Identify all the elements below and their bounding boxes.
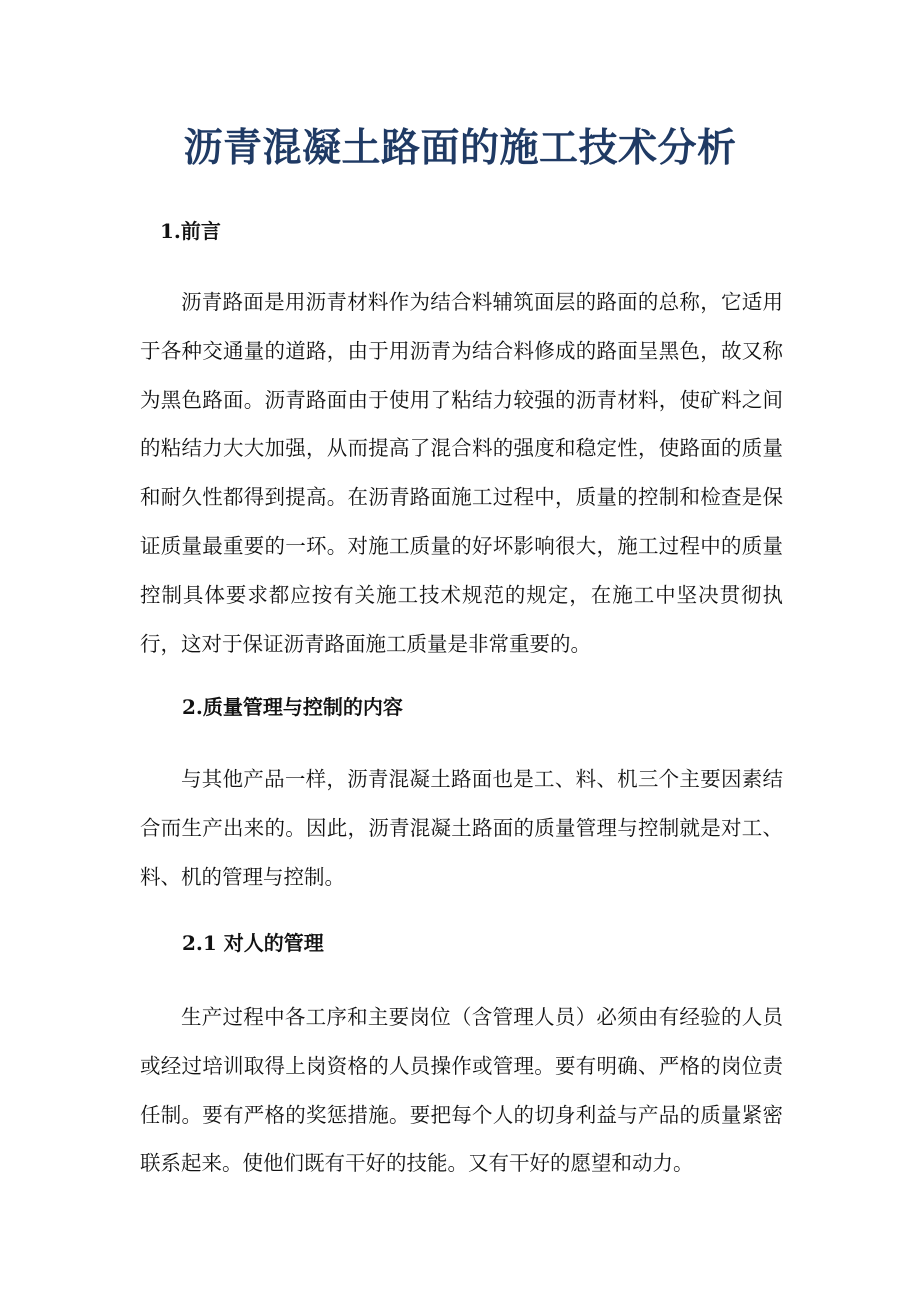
section-heading-people-management: 2.1 对人的管理 [182,931,324,955]
section-paragraph-people-management: 生产过程中各工序和主要岗位（含管理人员）必须由有经验的人员或经过培训取得上岗资格的人员操作或管理。要有明确、严格的岗位责任制。要有严格的奖惩措施。要把每个人的切身利益与产品的质量紧密联系起来。使他们既有干好的技能。又有干好的愿望和动力。 [140,1005,783,1176]
document-title: 沥青混凝土路面的施工技术分析 [183,125,737,171]
section-paragraph-quality-management: 与其他产品一样，沥青混凝土路面也是工、料、机三个主要因素结合而生产出来的。因此，沥青混凝土路面的质量管理与控制就是对工、料、机的管理与控制。 [140,767,783,889]
section-paragraph-preface: 沥青路面是用沥青材料作为结合料辅筑面层的路面的总称，它适用于各种交通量的道路，由于用沥青为结合料修成的路面呈黑色，故又称为黑色路面。沥青路面由于使用了粘结力较强的沥青材料，使矿料之间的粘结力大大加强，从而提高了混合料的强度和稳定性，使路面的质量和耐久性都得到提高。在沥青路面施工过程中，质量的控制和检查是保证质量最重要的一环。对施工质量的好坏影响很大，施工过程中的质量控制具体要求都应按有关施工技术规范的规定，在施工中坚决贯彻执行，这对于保证沥青路面施工质量是非常重要的。 [140,290,783,656]
section-heading-quality-management: 2.质量管理与控制的内容 [182,695,403,719]
section-heading-preface: 1.前言 [160,219,221,243]
